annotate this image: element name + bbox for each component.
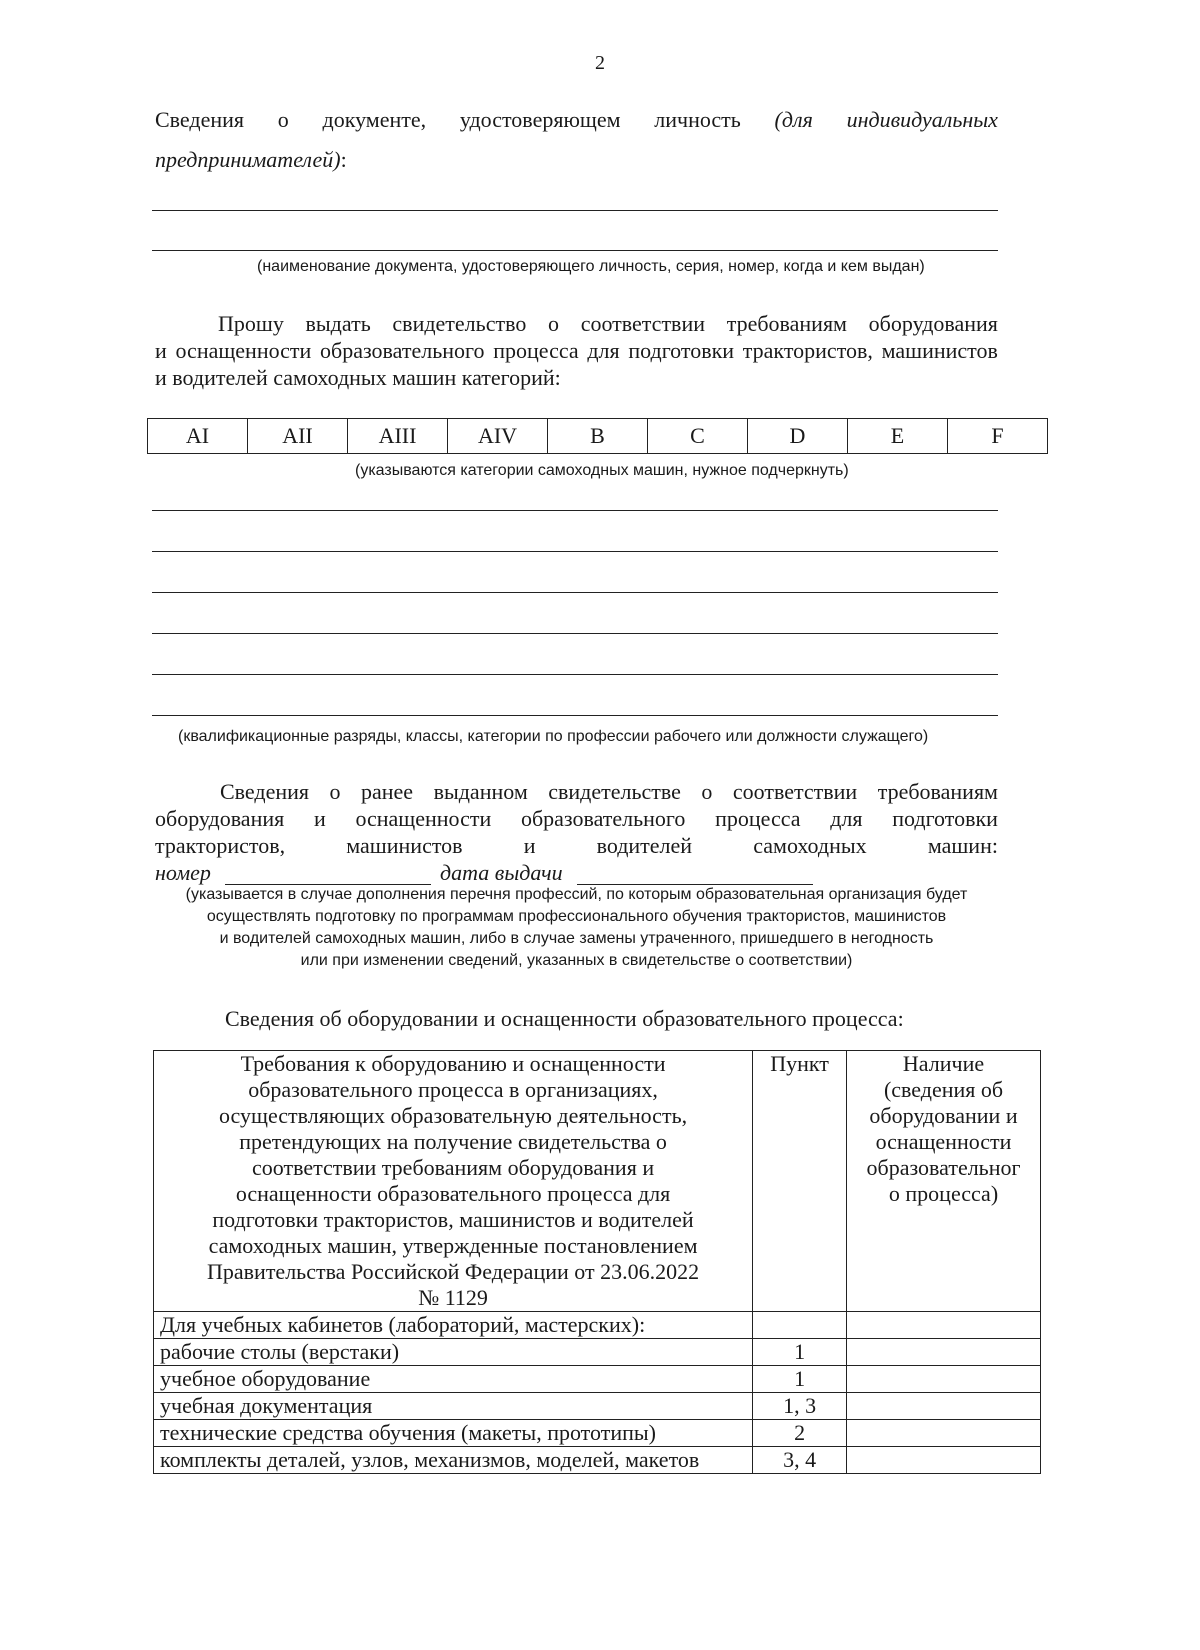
qualifications-caption: (квалификационные разряды, классы, категории по профессии рабочего или должности служащего) xyxy=(178,728,929,745)
row-name: учебное оборудование xyxy=(154,1366,753,1393)
row-point xyxy=(753,1312,847,1339)
row-presence[interactable] xyxy=(847,1339,1041,1366)
identity-line-2-italic: предпринимателей) xyxy=(155,147,341,172)
request-word: для xyxy=(587,338,620,363)
header-point: Пункт xyxy=(753,1051,847,1312)
header-requirements xyxy=(154,1051,753,1312)
row-name: комплекты деталей, узлов, механизмов, моделей, макетов xyxy=(154,1447,753,1474)
equipment-heading: Сведения об оборудовании и оснащенности образовательного процесса: xyxy=(225,1006,904,1031)
categories-caption: (указываются категории самоходных машин, нужное подчеркнуть) xyxy=(355,462,849,479)
row-name: учебная документация xyxy=(154,1393,753,1420)
request-word: и xyxy=(155,338,167,363)
header-line: (сведения об xyxy=(883,1077,1004,1102)
previous-word: Сведения xyxy=(220,779,310,804)
category-cell[interactable]: D xyxy=(748,419,848,454)
previous-word: машинистов xyxy=(346,833,463,858)
previous-word: подготовки xyxy=(892,806,998,831)
header-line: оснащенности образовательного процесса для xyxy=(235,1181,671,1206)
header-line: образовательног xyxy=(866,1155,1021,1180)
row-presence[interactable] xyxy=(847,1312,1041,1339)
header-line: осуществляющих образовательную деятельность, xyxy=(218,1103,688,1128)
header-line: претендующих на получение свидетельства о xyxy=(239,1129,667,1154)
identity-word: о xyxy=(277,107,289,132)
identity-caption: (наименование документа, удостоверяющего личность, серия, номер, когда и кем выдан) xyxy=(257,258,925,275)
previous-word: свидетельстве xyxy=(548,779,681,804)
header-line: Требования к оборудованию и оснащенности xyxy=(240,1051,666,1076)
row-name: рабочие столы (верстаки) xyxy=(154,1339,753,1366)
header-line: оснащенности xyxy=(875,1129,1012,1154)
request-word: Прошу xyxy=(218,311,284,336)
previous-word: требованиям xyxy=(877,779,998,804)
request-word: оснащенности xyxy=(175,338,312,363)
table-row xyxy=(154,1366,1041,1393)
number-label: номер xyxy=(155,860,211,885)
row-presence[interactable] xyxy=(847,1366,1041,1393)
header-line: образовательного процесса в организациях, xyxy=(248,1077,658,1102)
identity-word-italic: (для xyxy=(774,107,813,132)
category-cell[interactable]: AIV xyxy=(448,419,548,454)
note-line: или при изменении сведений, указанных в свидетельстве о соответствии) xyxy=(300,952,853,969)
request-word: выдать xyxy=(305,311,371,336)
previous-word: о xyxy=(701,779,713,804)
request-word: подготовки xyxy=(628,338,735,363)
row-point: 1 xyxy=(753,1339,847,1366)
identity-line-2-suffix: : xyxy=(340,147,347,172)
previous-word: ранее xyxy=(361,779,414,804)
note-line: и водителей самоходных машин, либо в случае замены утраченного, пришедшего в негодность xyxy=(219,930,934,947)
previous-word: оснащенности xyxy=(355,806,492,831)
row-name: технические средства обучения (макеты, прототипы) xyxy=(154,1420,753,1447)
header-line: о процесса) xyxy=(888,1181,999,1206)
row-presence[interactable] xyxy=(847,1393,1041,1420)
categories-table xyxy=(147,418,1048,454)
header-line: соответствии требованиям оборудования и xyxy=(251,1155,655,1180)
header-presence xyxy=(847,1051,1041,1312)
identity-word: личность xyxy=(654,107,741,132)
note-line: (указывается в случае дополнения перечня профессий, по которым образовательная организация будет xyxy=(185,886,968,903)
request-word: соответствии xyxy=(580,311,705,336)
header-line: оборудовании и xyxy=(869,1103,1018,1128)
header-line: самоходных машин, утвержденные постановлением xyxy=(208,1233,698,1258)
fill-line xyxy=(152,250,998,251)
table-row xyxy=(154,1393,1041,1420)
row-presence[interactable] xyxy=(847,1447,1041,1474)
row-point: 1 xyxy=(753,1366,847,1393)
previous-word: соответствии xyxy=(732,779,858,804)
header-line: Наличие xyxy=(902,1051,985,1076)
previous-line-1 xyxy=(220,778,998,806)
previous-word: образовательного xyxy=(520,806,686,831)
fill-line xyxy=(152,715,998,716)
page-number: 2 xyxy=(595,52,605,74)
category-cell[interactable]: B xyxy=(548,419,648,454)
fill-line xyxy=(152,510,998,511)
date-label: дата выдачи xyxy=(440,860,563,885)
request-word: свидетельство xyxy=(392,311,527,336)
request-line-1 xyxy=(218,310,998,338)
previous-word: и xyxy=(313,806,326,831)
fill-line xyxy=(152,210,998,211)
table-row xyxy=(154,1339,1041,1366)
note-line: осуществлять подготовку по программам профессионального обучения трактористов, машинистов xyxy=(206,908,947,925)
request-word: требованиям xyxy=(726,311,847,336)
header-line: № 1129 xyxy=(418,1285,488,1310)
previous-word: самоходных xyxy=(753,833,867,858)
identity-line-1 xyxy=(155,106,998,134)
row-name: Для учебных кабинетов (лабораторий, мастерских): xyxy=(154,1312,753,1339)
table-row xyxy=(154,1420,1041,1447)
header-line: подготовки трактористов, машинистов и водителей xyxy=(212,1207,694,1232)
previous-note xyxy=(155,884,998,972)
fill-line xyxy=(152,674,998,675)
category-cell[interactable]: F xyxy=(948,419,1048,454)
row-point: 1, 3 xyxy=(753,1393,847,1420)
previous-word: о xyxy=(329,779,341,804)
request-word: о xyxy=(548,311,559,336)
category-cell[interactable]: AIII xyxy=(348,419,448,454)
identity-word: удостоверяющем xyxy=(459,107,621,132)
row-point: 3, 4 xyxy=(753,1447,847,1474)
previous-word: оборудования xyxy=(155,806,285,831)
category-cell[interactable]: AII xyxy=(248,419,348,454)
request-line-2 xyxy=(155,337,998,365)
previous-word: и xyxy=(523,833,536,858)
request-word: машинистов xyxy=(881,338,998,363)
request-line-3: и водителей самоходных машин категорий: xyxy=(155,365,561,390)
fill-line xyxy=(152,551,998,552)
category-cell[interactable]: E xyxy=(848,419,948,454)
equipment-table xyxy=(153,1050,1041,1474)
request-word: процесса xyxy=(493,338,579,363)
previous-word: машин: xyxy=(927,833,998,858)
table-header-row xyxy=(154,1051,1041,1312)
previous-word: процесса xyxy=(715,806,801,831)
previous-word: для xyxy=(830,806,863,831)
request-word: оборудования xyxy=(868,311,998,336)
identity-word: документе, xyxy=(322,107,427,132)
identity-word-italic: индивидуальных xyxy=(846,107,998,132)
fill-line xyxy=(152,592,998,593)
previous-word: водителей xyxy=(596,833,693,858)
category-cell[interactable]: AI xyxy=(148,419,248,454)
header-line: Правительства Российской Федерации от 23.06.2022 xyxy=(207,1259,700,1284)
table-row xyxy=(154,1312,1041,1339)
fill-line xyxy=(152,633,998,634)
previous-word: выданном xyxy=(433,779,528,804)
row-presence[interactable] xyxy=(847,1420,1041,1447)
previous-line-2 xyxy=(155,805,998,833)
category-cell[interactable]: C xyxy=(648,419,748,454)
identity-word: Сведения xyxy=(155,107,245,132)
row-point: 2 xyxy=(753,1420,847,1447)
request-word: трактористов, xyxy=(742,338,873,363)
request-word: образовательного xyxy=(320,338,485,363)
previous-line-3 xyxy=(155,832,998,860)
previous-word: трактористов, xyxy=(155,833,286,858)
table-row xyxy=(154,1447,1041,1474)
identity-line-2 xyxy=(155,146,347,174)
